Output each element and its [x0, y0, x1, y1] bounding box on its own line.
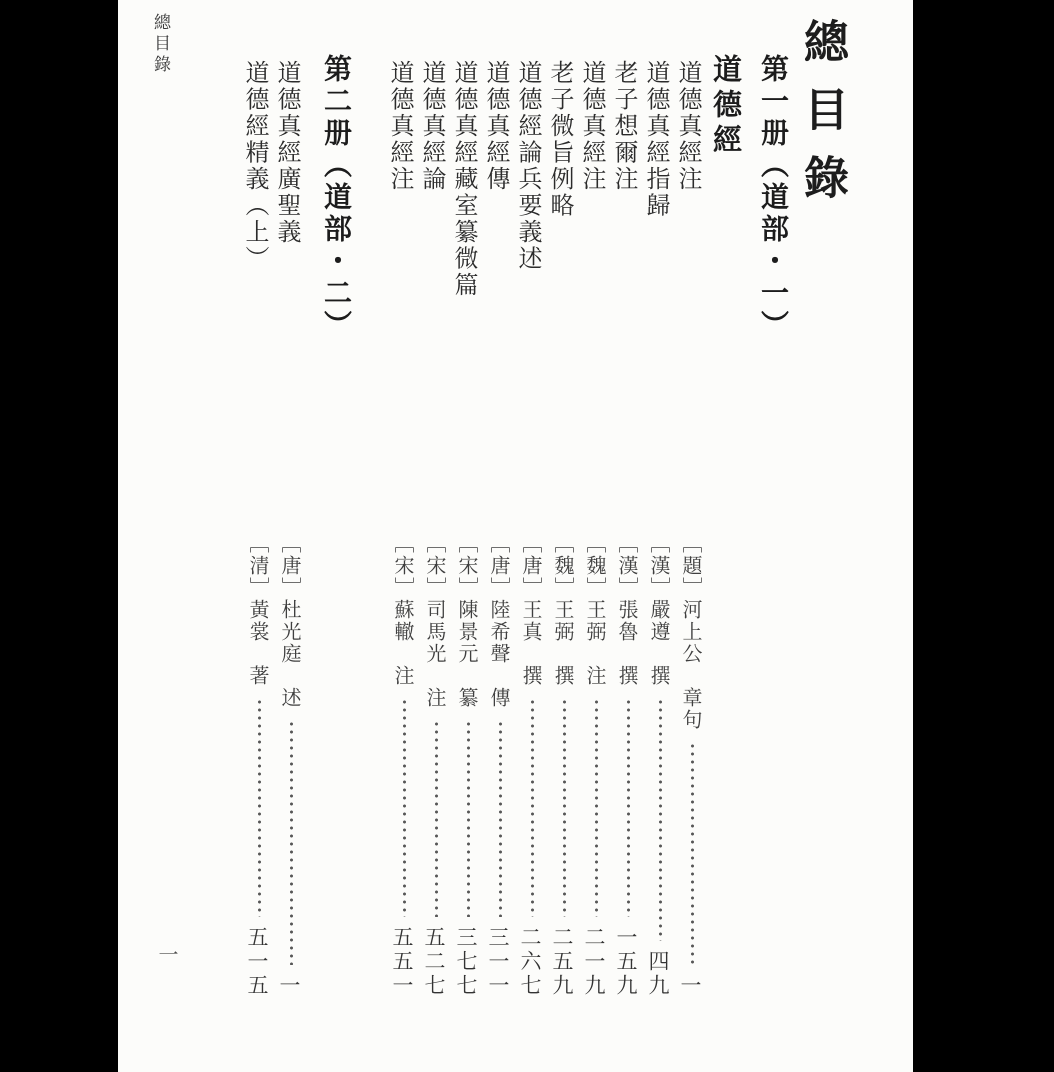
toc-entry	[674, 54, 705, 998]
toc-entry	[546, 54, 577, 998]
dotted-leader	[498, 720, 503, 917]
toc-entry-title: 道德真經注	[386, 60, 412, 193]
toc-entry-author: ［宋］陳景元 纂	[455, 533, 477, 709]
toc-entry	[273, 54, 304, 998]
toc-entry-page-number: 五一五	[245, 926, 269, 998]
section-header-daodejing: 道德經	[709, 54, 741, 159]
toc-entry	[578, 54, 609, 998]
toc-entry-page-number: 五二七	[422, 926, 446, 998]
toc-entry-title: 道德真經廣聖義	[273, 60, 299, 246]
toc-entry-author: ［題］河上公 章句	[679, 533, 701, 731]
toc-entry-author: ［唐］王真 撰	[519, 533, 541, 687]
folio-page-number: 一	[155, 944, 177, 964]
toc-entry	[418, 54, 449, 998]
volume-2-header: 第二册（道部・二）	[320, 54, 351, 342]
toc-entry-title: 道德經論兵要義述	[514, 60, 540, 272]
toc-entry-page-number: 一五九	[614, 926, 638, 998]
toc-entry-author: ［宋］蘇轍 注	[391, 533, 413, 687]
toc-entry-author: ［唐］陸希聲 傳	[487, 533, 509, 709]
dotted-leader	[434, 720, 439, 917]
dotted-leader	[530, 698, 535, 917]
volume-1-header: 第一册（道部・一）	[757, 54, 788, 342]
table-of-contents	[241, 54, 792, 998]
dotted-leader	[289, 720, 294, 965]
toc-entry-title: 道德真經傳	[482, 60, 508, 193]
dotted-leader	[594, 698, 599, 917]
toc-entry	[610, 54, 641, 998]
toc-entry-author: ［魏］王弼 注	[583, 533, 605, 687]
toc-entry-page-number: 三七七	[454, 926, 478, 998]
toc-entry	[450, 54, 481, 998]
toc-entry-title: 道德真經指歸	[642, 60, 668, 219]
toc-entry-page-number: 二一九	[582, 926, 606, 998]
toc-entry-title: 道德真經藏室纂微篇	[450, 60, 476, 299]
toc-entry-title: 道德真經論	[418, 60, 444, 193]
dotted-leader	[562, 698, 567, 917]
book-page	[118, 0, 913, 1072]
running-head: 總目錄	[151, 13, 170, 76]
toc-entry-page-number: 二六七	[518, 926, 542, 998]
toc-entry-title: 道德真經注	[674, 60, 700, 193]
dotted-leader	[626, 698, 631, 917]
toc-entry-author: ［宋］司馬光 注	[423, 533, 445, 709]
toc-entry-title: 老子微旨例略	[546, 60, 572, 219]
toc-entry-page-number: 二五九	[550, 926, 574, 998]
dotted-leader	[658, 698, 663, 941]
toc-entry	[386, 54, 417, 998]
toc-entry	[642, 54, 673, 998]
toc-entry-author: ［清］黃裳 著	[246, 533, 268, 687]
toc-entry-author: ［唐］杜光庭 述	[278, 533, 300, 709]
toc-entry-author: ［漢］張魯 撰	[615, 533, 637, 687]
toc-entry-author: ［魏］王弼 撰	[551, 533, 573, 687]
toc-entry-title: 老子想爾注	[610, 60, 636, 193]
dotted-leader	[402, 698, 407, 917]
toc-entry-title: 道德真經注	[578, 60, 604, 193]
toc-entry	[482, 54, 513, 998]
dotted-leader	[690, 742, 695, 965]
toc-entry-page-number: 一	[277, 974, 301, 998]
toc-entry-page-number: 一	[678, 974, 702, 998]
toc-entry	[241, 54, 272, 998]
toc-entry-page-number: 三一一	[486, 926, 510, 998]
toc-entry	[514, 54, 545, 998]
toc-entry-title: 道德經精義（上）	[241, 60, 267, 272]
page-title: 總目錄	[797, 18, 847, 222]
toc-entry-page-number: 四九	[646, 950, 670, 998]
toc-entry-page-number: 五五一	[390, 926, 414, 998]
toc-entry-author: ［漢］嚴遵 撰	[647, 533, 669, 687]
dotted-leader	[466, 720, 471, 917]
dotted-leader	[257, 698, 262, 917]
